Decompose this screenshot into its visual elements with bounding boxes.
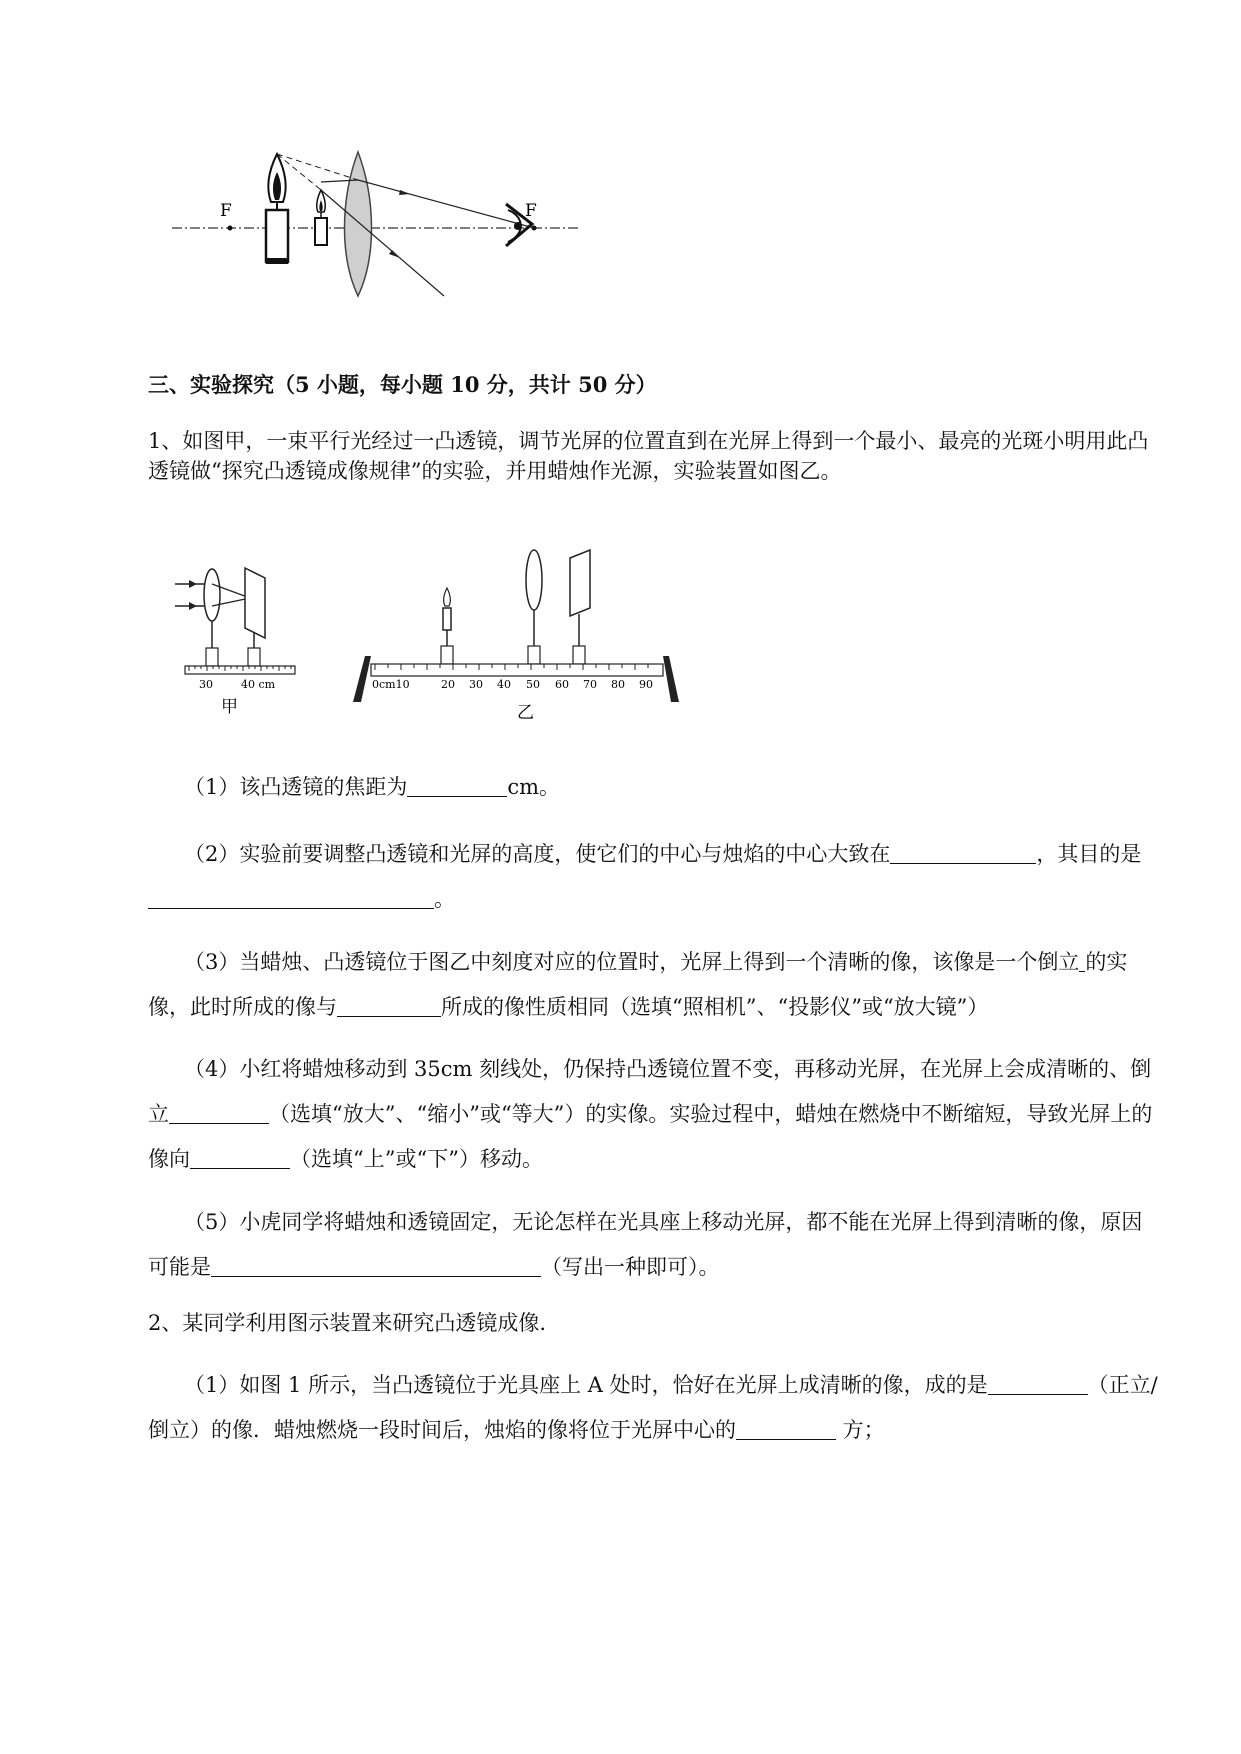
ruler-yi-tick-50: 50	[526, 678, 540, 691]
ruler-yi-tick-40: 40	[497, 678, 511, 691]
focal-point-left	[228, 226, 233, 231]
ruler-yi-tick-70: 70	[583, 678, 597, 691]
lens-ray-diagram	[170, 150, 610, 340]
question-1-part-1: （1）该凸透镜的焦距为 cm。	[184, 775, 561, 799]
focal-label-left: F	[220, 201, 232, 221]
question-2-stem: 2、某同学利用图示装置来研究凸透镜成像.	[148, 1311, 547, 1335]
answer-blank[interactable]	[169, 1101, 269, 1124]
ruler-yi-tick-60: 60	[555, 678, 569, 691]
answer-blank[interactable]	[190, 1146, 290, 1169]
answer-blank[interactable]	[211, 1254, 541, 1277]
answer-blank[interactable]	[148, 886, 434, 909]
answer-blank[interactable]	[736, 1417, 836, 1440]
question-1-part-4: （4）小红将蜡烛移动到 35cm 刻线处，仍保持凸透镜位置不变，再移动光屏，在光屏上会成清晰的、倒立 （选填“放大”、“缩小”或“等大”）的实像。实验过程中，蜡烛在燃烧中不断缩短，导致光屏上的像向 （选填“上”或“下”）移动。	[148, 1057, 1153, 1171]
ruler-jia-tick-30: 30	[199, 678, 213, 691]
question-1-part-5: （5）小虎同学将蜡烛和透镜固定，无论怎样在光具座上移动光屏，都不能在光屏上得到清晰的像，原因可能是 （写出一种即可）。	[148, 1210, 1143, 1279]
ruler-yi-tick-90: 90	[639, 678, 653, 691]
figure-yi	[353, 550, 679, 723]
ruler-yi-tick-30: 30	[469, 678, 483, 691]
convex-lens	[345, 152, 372, 296]
ruler-yi-tick-20: 20	[441, 678, 455, 691]
answer-blank[interactable]	[407, 774, 507, 797]
ruler-yi-tick-0-10: 0cm10	[372, 678, 410, 691]
section-title: 三、实验探究（5 小题，每小题 10 分，共计 50 分）	[148, 372, 657, 397]
question-1-stem: 1、如图甲，一束平行光经过一凸透镜，调节光屏的位置直到在光屏上得到一个最小、最亮的光斑小明用此凸透镜做“探究凸透镜成像规律”的实验，并用蜡烛作光源，实验装置如图乙。	[148, 429, 1149, 483]
question-1-part-2: （2）实验前要调整凸透镜和光屏的高度，使它们的中心与烛焰的中心大致在 ，其目的是。	[148, 832, 1160, 922]
ruler-yi-tick-80: 80	[611, 678, 625, 691]
question-1-part-3: （3）当蜡烛、凸透镜位于图乙中刻度对应的位置时，光屏上得到一个清晰的像，该像是一个倒立 的实像，此时所成的像与 所成的像性质相同（选填“照相机”、“投影仪”或“放大镜”）	[148, 950, 1128, 1019]
answer-blank[interactable]	[337, 994, 441, 1017]
answer-blank[interactable]	[988, 1372, 1088, 1395]
focal-label-right: F	[525, 201, 537, 221]
answer-blank[interactable]	[890, 841, 1036, 864]
question-2-part-1: （1）如图 1 所示，当凸透镜位于光具座上 A 处时，恰好在光屏上成清晰的像，成的是 （正立/倒立）的像．蜡烛燃烧一段时间后，烛焰的像将位于光屏中心的 方；	[148, 1373, 1158, 1442]
figure-jia	[175, 568, 295, 717]
figure-label-yi: 乙	[517, 703, 534, 723]
candle-object-icon	[315, 190, 327, 245]
apparatus-figure	[175, 548, 695, 728]
figure-label-jia: 甲	[221, 697, 238, 717]
candle-image-icon	[266, 154, 288, 264]
ruler-jia-tick-40: 40 cm	[241, 678, 276, 691]
